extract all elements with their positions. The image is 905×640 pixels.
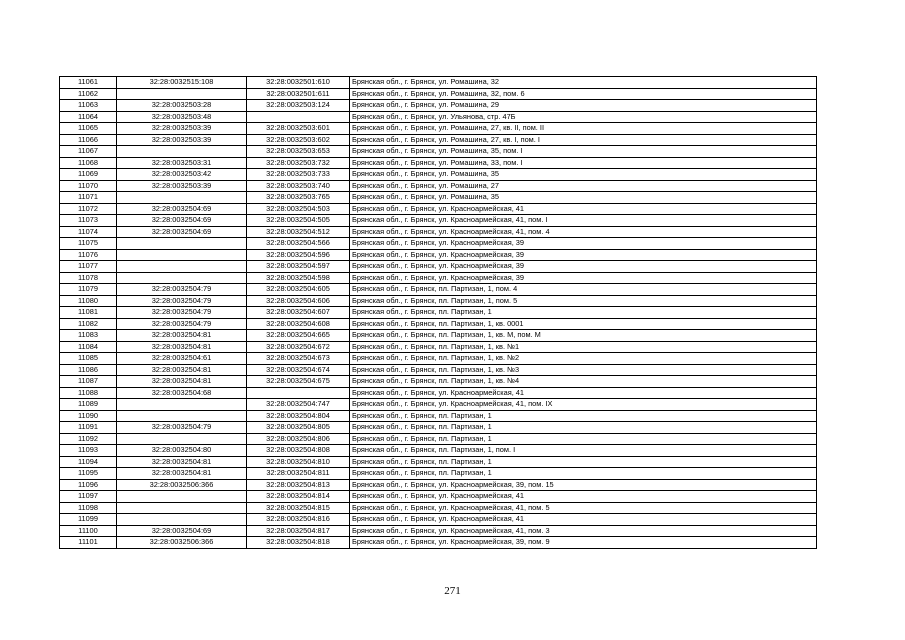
address-cell: Брянская обл., г. Брянск, ул. Красноармейская, 41, пом. IX [350, 399, 817, 411]
cadastral-number-cell: 32:28:0032504:818 [247, 537, 350, 549]
address-cell: Брянская обл., г. Брянск, ул. Ромашина, 27, кв. I, пом. I [350, 134, 817, 146]
cadastral-number-cell: 32:28:0032504:675 [247, 376, 350, 388]
parent-cadastral-number-cell: 32:28:0032504:80 [117, 445, 247, 457]
row-number-cell: 11088 [60, 387, 117, 399]
address-cell: Брянская обл., г. Брянск, пл. Партизан, 1, кв. №4 [350, 376, 817, 388]
row-number-cell: 11070 [60, 180, 117, 192]
table-row [60, 456, 817, 468]
address-cell: Брянская обл., г. Брянск, ул. Красноармейская, 39, пом. 15 [350, 479, 817, 491]
cadastral-number-cell: 32:28:0032503:740 [247, 180, 350, 192]
parent-cadastral-number-cell: 32:28:0032504:79 [117, 284, 247, 296]
row-number-cell: 11090 [60, 410, 117, 422]
row-number-cell: 11061 [60, 77, 117, 89]
page-number: 271 [444, 585, 461, 597]
table-row [60, 284, 817, 296]
table-row [60, 514, 817, 526]
row-number-cell: 11066 [60, 134, 117, 146]
address-cell: Брянская обл., г. Брянск, ул. Красноармейская, 39 [350, 249, 817, 261]
cadastral-number-cell: 32:28:0032503:732 [247, 157, 350, 169]
table-row [60, 215, 817, 227]
row-number-cell: 11085 [60, 353, 117, 365]
table-row [60, 341, 817, 353]
parent-cadastral-number-cell: 32:28:0032504:69 [117, 203, 247, 215]
cadastral-number-cell: 32:28:0032504:674 [247, 364, 350, 376]
cadastral-number-cell: 32:28:0032503:765 [247, 192, 350, 204]
address-cell: Брянская обл., г. Брянск, пл. Партизан, 1, кв. 0001 [350, 318, 817, 330]
cadastral-number-cell: 32:28:0032504:596 [247, 249, 350, 261]
table-row [60, 192, 817, 204]
table-row [60, 123, 817, 135]
row-number-cell: 11098 [60, 502, 117, 514]
cadastral-number-cell: 32:28:0032504:810 [247, 456, 350, 468]
row-number-cell: 11087 [60, 376, 117, 388]
row-number-cell: 11065 [60, 123, 117, 135]
parent-cadastral-number-cell: 32:28:0032506:366 [117, 479, 247, 491]
table-row [60, 502, 817, 514]
row-number-cell: 11062 [60, 88, 117, 100]
table-row [60, 387, 817, 399]
parent-cadastral-number-cell: 32:28:0032503:42 [117, 169, 247, 181]
parent-cadastral-number-cell [117, 249, 247, 261]
cadastral-number-cell: 32:28:0032504:566 [247, 238, 350, 250]
parent-cadastral-number-cell: 32:28:0032515:108 [117, 77, 247, 89]
table-row [60, 376, 817, 388]
cadastral-number-cell: 32:28:0032503:601 [247, 123, 350, 135]
address-cell: Брянская обл., г. Брянск, ул. Ромашина, 32, пом. 6 [350, 88, 817, 100]
cadastral-number-cell: 32:28:0032504:673 [247, 353, 350, 365]
cadastral-number-cell: 32:28:0032504:605 [247, 284, 350, 296]
parent-cadastral-number-cell: 32:28:0032504:69 [117, 525, 247, 537]
row-number-cell: 11081 [60, 307, 117, 319]
cadastral-number-cell: 32:28:0032504:598 [247, 272, 350, 284]
parent-cadastral-number-cell [117, 491, 247, 503]
cadastral-number-cell: 32:28:0032503:733 [247, 169, 350, 181]
row-number-cell: 11075 [60, 238, 117, 250]
table-row [60, 399, 817, 411]
parent-cadastral-number-cell: 32:28:0032504:81 [117, 468, 247, 480]
table-row [60, 364, 817, 376]
row-number-cell: 11097 [60, 491, 117, 503]
table-row [60, 330, 817, 342]
table-row [60, 261, 817, 273]
row-number-cell: 11086 [60, 364, 117, 376]
row-number-cell: 11079 [60, 284, 117, 296]
parent-cadastral-number-cell: 32:28:0032504:69 [117, 215, 247, 227]
address-cell: Брянская обл., г. Брянск, пл. Партизан, 1, кв. №1 [350, 341, 817, 353]
cadastral-number-cell [247, 387, 350, 399]
address-cell: Брянская обл., г. Брянск, ул. Красноармейская, 39 [350, 238, 817, 250]
cadastral-number-cell: 32:28:0032504:597 [247, 261, 350, 273]
address-cell: Брянская обл., г. Брянск, ул. Красноармейская, 41, пом. 3 [350, 525, 817, 537]
parent-cadastral-number-cell: 32:28:0032504:79 [117, 318, 247, 330]
address-cell: Брянская обл., г. Брянск, ул. Ромашина, 35 [350, 192, 817, 204]
cadastral-number-cell [247, 111, 350, 123]
table-row [60, 169, 817, 181]
table-row [60, 180, 817, 192]
row-number-cell: 11094 [60, 456, 117, 468]
row-number-cell: 11083 [60, 330, 117, 342]
parent-cadastral-number-cell: 32:28:0032504:81 [117, 456, 247, 468]
parent-cadastral-number-cell [117, 514, 247, 526]
parent-cadastral-number-cell: 32:28:0032503:39 [117, 180, 247, 192]
table-row [60, 157, 817, 169]
table-row [60, 479, 817, 491]
address-cell: Брянская обл., г. Брянск, пл. Партизан, 1 [350, 468, 817, 480]
table-row [60, 272, 817, 284]
address-cell: Брянская обл., г. Брянск, пл. Партизан, 1, пом. I [350, 445, 817, 457]
address-cell: Брянская обл., г. Брянск, пл. Партизан, 1, кв. М, пом. М [350, 330, 817, 342]
cadastral-number-cell: 32:28:0032504:672 [247, 341, 350, 353]
address-cell: Брянская обл., г. Брянск, ул. Ромашина, 35 [350, 169, 817, 181]
table-row [60, 203, 817, 215]
row-number-cell: 11074 [60, 226, 117, 238]
cadastral-number-cell: 32:28:0032504:503 [247, 203, 350, 215]
row-number-cell: 11099 [60, 514, 117, 526]
row-number-cell: 11095 [60, 468, 117, 480]
row-number-cell: 11071 [60, 192, 117, 204]
parent-cadastral-number-cell: 32:28:0032504:61 [117, 353, 247, 365]
row-number-cell: 11078 [60, 272, 117, 284]
parent-cadastral-number-cell: 32:28:0032504:81 [117, 376, 247, 388]
cadastral-number-cell: 32:28:0032504:804 [247, 410, 350, 422]
address-cell: Брянская обл., г. Брянск, ул. Ромашина, 33, пом. I [350, 157, 817, 169]
address-cell: Брянская обл., г. Брянск, пл. Партизан, 1 [350, 456, 817, 468]
parent-cadastral-number-cell [117, 238, 247, 250]
address-cell: Брянская обл., г. Брянск, пл. Партизан, 1, пом. 5 [350, 295, 817, 307]
table-row [60, 318, 817, 330]
address-cell: Брянская обл., г. Брянск, пл. Партизан, 1 [350, 307, 817, 319]
row-number-cell: 11100 [60, 525, 117, 537]
table-row [60, 226, 817, 238]
cadastral-number-cell: 32:28:0032501:610 [247, 77, 350, 89]
registry-table-body [60, 77, 817, 549]
row-number-cell: 11073 [60, 215, 117, 227]
parent-cadastral-number-cell: 32:28:0032503:31 [117, 157, 247, 169]
cadastral-number-cell: 32:28:0032503:602 [247, 134, 350, 146]
parent-cadastral-number-cell [117, 272, 247, 284]
table-row [60, 353, 817, 365]
table-row [60, 295, 817, 307]
table-row [60, 445, 817, 457]
row-number-cell: 11096 [60, 479, 117, 491]
table-row [60, 525, 817, 537]
table-row [60, 410, 817, 422]
parent-cadastral-number-cell: 32:28:0032503:28 [117, 100, 247, 112]
parent-cadastral-number-cell: 32:28:0032504:81 [117, 341, 247, 353]
address-cell: Брянская обл., г. Брянск, ул. Красноармейская, 41 [350, 514, 817, 526]
cadastral-number-cell: 32:28:0032504:747 [247, 399, 350, 411]
address-cell: Брянская обл., г. Брянск, ул. Красноармейская, 39 [350, 261, 817, 273]
cadastral-number-cell: 32:28:0032504:608 [247, 318, 350, 330]
parent-cadastral-number-cell [117, 433, 247, 445]
cadastral-number-cell: 32:28:0032504:816 [247, 514, 350, 526]
row-number-cell: 11069 [60, 169, 117, 181]
parent-cadastral-number-cell: 32:28:0032503:39 [117, 134, 247, 146]
parent-cadastral-number-cell: 32:28:0032504:79 [117, 307, 247, 319]
address-cell: Брянская обл., г. Брянск, ул. Красноармейская, 41, пом. 5 [350, 502, 817, 514]
table-row [60, 249, 817, 261]
parent-cadastral-number-cell [117, 192, 247, 204]
address-cell: Брянская обл., г. Брянск, ул. Ромашина, 32 [350, 77, 817, 89]
address-cell: Брянская обл., г. Брянск, ул. Ромашина, 27, кв. II, пом. II [350, 123, 817, 135]
cadastral-number-cell: 32:28:0032504:665 [247, 330, 350, 342]
parent-cadastral-number-cell: 32:28:0032504:69 [117, 226, 247, 238]
row-number-cell: 11084 [60, 341, 117, 353]
address-cell: Брянская обл., г. Брянск, пл. Партизан, 1, пом. 4 [350, 284, 817, 296]
row-number-cell: 11067 [60, 146, 117, 158]
address-cell: Брянская обл., г. Брянск, ул. Красноармейская, 41 [350, 387, 817, 399]
table-row [60, 238, 817, 250]
table-row [60, 134, 817, 146]
address-cell: Брянская обл., г. Брянск, ул. Ромашина, 35, пом. I [350, 146, 817, 158]
cadastral-number-cell: 32:28:0032504:806 [247, 433, 350, 445]
address-cell: Брянская обл., г. Брянск, ул. Красноармейская, 41 [350, 491, 817, 503]
address-cell: Брянская обл., г. Брянск, ул. Красноармейская, 41, пом. 4 [350, 226, 817, 238]
parent-cadastral-number-cell [117, 88, 247, 100]
table-row [60, 77, 817, 89]
cadastral-number-cell: 32:28:0032504:814 [247, 491, 350, 503]
cadastral-number-cell: 32:28:0032501:611 [247, 88, 350, 100]
cadastral-number-cell: 32:28:0032504:606 [247, 295, 350, 307]
address-cell: Брянская обл., г. Брянск, ул. Красноармейская, 39 [350, 272, 817, 284]
cadastral-number-cell: 32:28:0032503:653 [247, 146, 350, 158]
cadastral-number-cell: 32:28:0032504:813 [247, 479, 350, 491]
cadastral-number-cell: 32:28:0032504:811 [247, 468, 350, 480]
row-number-cell: 11080 [60, 295, 117, 307]
parent-cadastral-number-cell [117, 502, 247, 514]
address-cell: Брянская обл., г. Брянск, ул. Красноармейская, 41, пом. I [350, 215, 817, 227]
row-number-cell: 11082 [60, 318, 117, 330]
address-cell: Брянская обл., г. Брянск, пл. Партизан, 1, кв. №3 [350, 364, 817, 376]
table-row [60, 468, 817, 480]
address-cell: Брянская обл., г. Брянск, ул. Ромашина, 29 [350, 100, 817, 112]
table-row [60, 111, 817, 123]
row-number-cell: 11076 [60, 249, 117, 261]
row-number-cell: 11064 [60, 111, 117, 123]
parent-cadastral-number-cell: 32:28:0032504:79 [117, 295, 247, 307]
table-row [60, 88, 817, 100]
row-number-cell: 11063 [60, 100, 117, 112]
parent-cadastral-number-cell [117, 410, 247, 422]
table-row [60, 422, 817, 434]
cadastral-number-cell: 32:28:0032504:805 [247, 422, 350, 434]
address-cell: Брянская обл., г. Брянск, пл. Партизан, 1 [350, 433, 817, 445]
row-number-cell: 11101 [60, 537, 117, 549]
parent-cadastral-number-cell [117, 146, 247, 158]
parent-cadastral-number-cell: 32:28:0032504:81 [117, 330, 247, 342]
parent-cadastral-number-cell: 32:28:0032503:39 [117, 123, 247, 135]
row-number-cell: 11091 [60, 422, 117, 434]
table-row [60, 537, 817, 549]
cadastral-number-cell: 32:28:0032504:808 [247, 445, 350, 457]
row-number-cell: 11068 [60, 157, 117, 169]
parent-cadastral-number-cell: 32:28:0032504:79 [117, 422, 247, 434]
parent-cadastral-number-cell: 32:28:0032504:81 [117, 364, 247, 376]
parent-cadastral-number-cell: 32:28:0032506:366 [117, 537, 247, 549]
row-number-cell: 11077 [60, 261, 117, 273]
row-number-cell: 11092 [60, 433, 117, 445]
address-cell: Брянская обл., г. Брянск, ул. Красноармейская, 41 [350, 203, 817, 215]
parent-cadastral-number-cell [117, 261, 247, 273]
address-cell: Брянская обл., г. Брянск, пл. Партизан, 1 [350, 410, 817, 422]
cadastral-number-cell: 32:28:0032503:124 [247, 100, 350, 112]
cadastral-number-cell: 32:28:0032504:505 [247, 215, 350, 227]
parent-cadastral-number-cell [117, 399, 247, 411]
cadastral-number-cell: 32:28:0032504:607 [247, 307, 350, 319]
row-number-cell: 11089 [60, 399, 117, 411]
parent-cadastral-number-cell: 32:28:0032503:48 [117, 111, 247, 123]
address-cell: Брянская обл., г. Брянск, ул. Ульянова, стр. 47Б [350, 111, 817, 123]
address-cell: Брянская обл., г. Брянск, ул. Ромашина, 27 [350, 180, 817, 192]
row-number-cell: 11072 [60, 203, 117, 215]
address-cell: Брянская обл., г. Брянск, ул. Красноармейская, 39, пом. 9 [350, 537, 817, 549]
parent-cadastral-number-cell: 32:28:0032504:68 [117, 387, 247, 399]
table-row [60, 433, 817, 445]
table-row [60, 491, 817, 503]
address-cell: Брянская обл., г. Брянск, пл. Партизан, 1, кв. №2 [350, 353, 817, 365]
table-row [60, 146, 817, 158]
address-cell: Брянская обл., г. Брянск, пл. Партизан, 1 [350, 422, 817, 434]
cadastral-number-cell: 32:28:0032504:817 [247, 525, 350, 537]
cadastral-number-cell: 32:28:0032504:815 [247, 502, 350, 514]
table-row [60, 100, 817, 112]
row-number-cell: 11093 [60, 445, 117, 457]
cadastral-number-cell: 32:28:0032504:512 [247, 226, 350, 238]
table-row [60, 307, 817, 319]
property-registry-table [59, 76, 817, 549]
